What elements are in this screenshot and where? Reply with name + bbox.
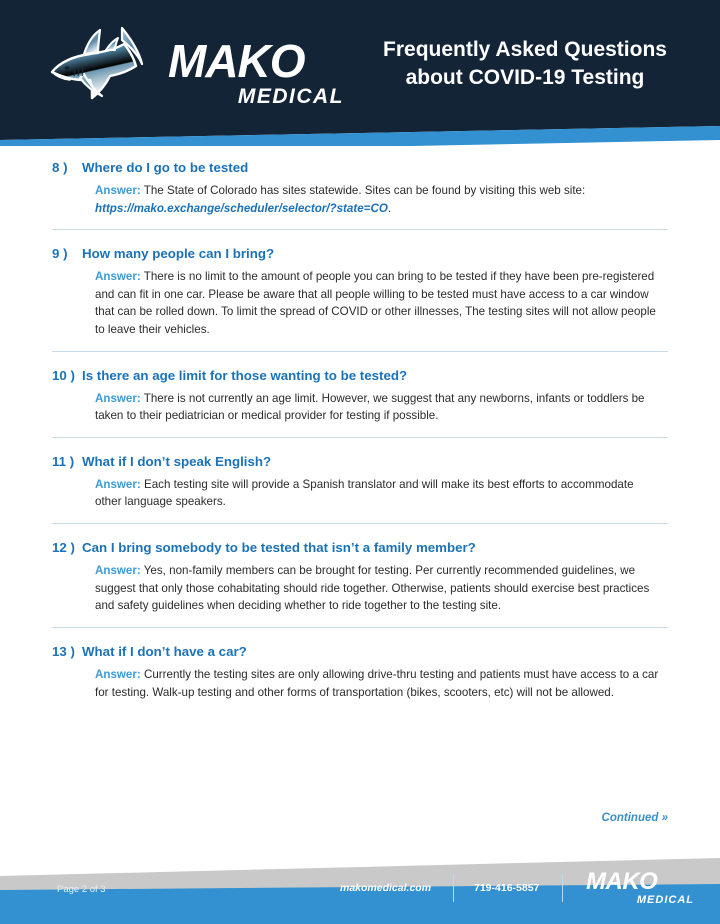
faq-question xyxy=(52,160,668,175)
shark-logo-icon xyxy=(44,18,164,110)
page-footer xyxy=(0,824,720,924)
faq-answer-label: Answer: xyxy=(95,270,141,284)
mako-wordmark-bottom: MEDICAL xyxy=(237,84,344,108)
faq-item xyxy=(0,644,720,701)
faq-item xyxy=(0,540,720,615)
faq-answer-text: The State of Colorado has sites statewide. Sites can be found by visiting this web site: xyxy=(143,184,586,197)
footer-logo-top: MAKO xyxy=(586,868,658,895)
faq-question xyxy=(52,644,668,659)
faq-answer-label: Answer: xyxy=(95,391,141,405)
page-header xyxy=(0,0,720,146)
faq-item xyxy=(0,160,720,217)
faq-answer xyxy=(52,182,668,217)
footer-logo-bottom: MEDICAL xyxy=(636,894,694,906)
faq-question xyxy=(52,540,668,555)
footer-separator xyxy=(453,874,454,902)
page-title xyxy=(360,36,690,91)
faq-answer xyxy=(52,562,668,615)
faq-question-text: How many people can I bring? xyxy=(82,246,275,262)
page-title-line1: Frequently Asked Questions xyxy=(383,38,667,61)
mako-wordmark xyxy=(168,35,348,109)
faq-list xyxy=(0,160,720,701)
page-number: Page 2 of 3 xyxy=(57,884,106,895)
faq-number: 9 ) xyxy=(52,246,68,262)
faq-question-text: Can I bring somebody to be tested that isn’t a family member? xyxy=(82,540,476,556)
faq-question xyxy=(52,246,668,261)
faq-question xyxy=(52,454,668,469)
footer-phone[interactable]: 719-416-5857 xyxy=(474,882,540,894)
faq-question-text: Is there an age limit for those wanting to be tested? xyxy=(82,367,408,383)
faq-answer-text: There is not currently an age limit. However, we suggest that any newborns, infants or toddlers be taken to their pediatrician or medical provider for testing if possible. xyxy=(95,391,645,423)
faq-answer xyxy=(52,268,668,338)
footer-content xyxy=(0,856,720,924)
faq-item xyxy=(0,454,720,511)
faq-answer-text: Yes, non-family members can be brought for testing. Per currently recommended guidelines, we suggest that only those cohabitating should ride together. Otherwise, patients should exercise best practices and safety guidelines when deciding whether to ride together to the testing site. xyxy=(95,564,650,613)
faq-number: 10 ) xyxy=(52,367,75,383)
faq-answer-label: Answer: xyxy=(95,477,141,491)
faq-number: 11 ) xyxy=(52,453,75,469)
faq-question-text: What if I don’t have a car? xyxy=(82,643,247,659)
continued-link[interactable]: Continued » xyxy=(601,812,668,824)
faq-item xyxy=(0,368,720,425)
faq-number: 8 ) xyxy=(52,160,68,175)
faq-question xyxy=(52,368,668,383)
faq-answer-text: Each testing site will provide a Spanish translator and will make its best efforts to accommodate other language speakers. xyxy=(95,477,634,509)
faq-number: 13 ) xyxy=(52,643,75,659)
faq-question-text: What if I don’t speak English? xyxy=(82,453,272,469)
page-title-line2: about COVID-19 Testing xyxy=(405,65,645,89)
faq-item xyxy=(0,246,720,338)
faq-answer-link[interactable]: https://mako.exchange/scheduler/selector/?state=CO xyxy=(95,201,388,215)
faq-answer xyxy=(52,476,668,511)
faq-answer-text: There is no limit to the amount of people you can bring to be tested if they have been pre-registered and can fit in one car. Please be aware that all people willing to be tested must have access to a car window that can be rolled down. To limit the spread of COVID or other illnesses, The testing sites will not allow people to leave their vehicles. xyxy=(95,270,656,337)
faq-answer-label: Answer: xyxy=(95,667,141,681)
faq-answer xyxy=(52,666,668,701)
faq-question-text: Where do I go to be tested xyxy=(82,160,249,175)
faq-answer xyxy=(52,390,668,425)
faq-number: 12 ) xyxy=(52,540,75,556)
footer-website[interactable]: makomedical.com xyxy=(340,882,432,894)
faq-answer-text: Currently the testing sites are only allowing drive-thru testing and patients must have access to a car for testing. Walk-up testing and other forms of transportation (bikes, scooters, etc) will not be allowed. xyxy=(95,667,659,699)
mako-wordmark-top: MAKO xyxy=(168,35,305,87)
mako-logo xyxy=(44,14,344,114)
faq-answer-label: Answer: xyxy=(95,184,141,197)
footer-mako-logo xyxy=(586,870,696,906)
faq-answer-label: Answer: xyxy=(95,564,141,578)
footer-separator xyxy=(562,874,563,902)
faq-answer-tail: . xyxy=(387,201,392,215)
